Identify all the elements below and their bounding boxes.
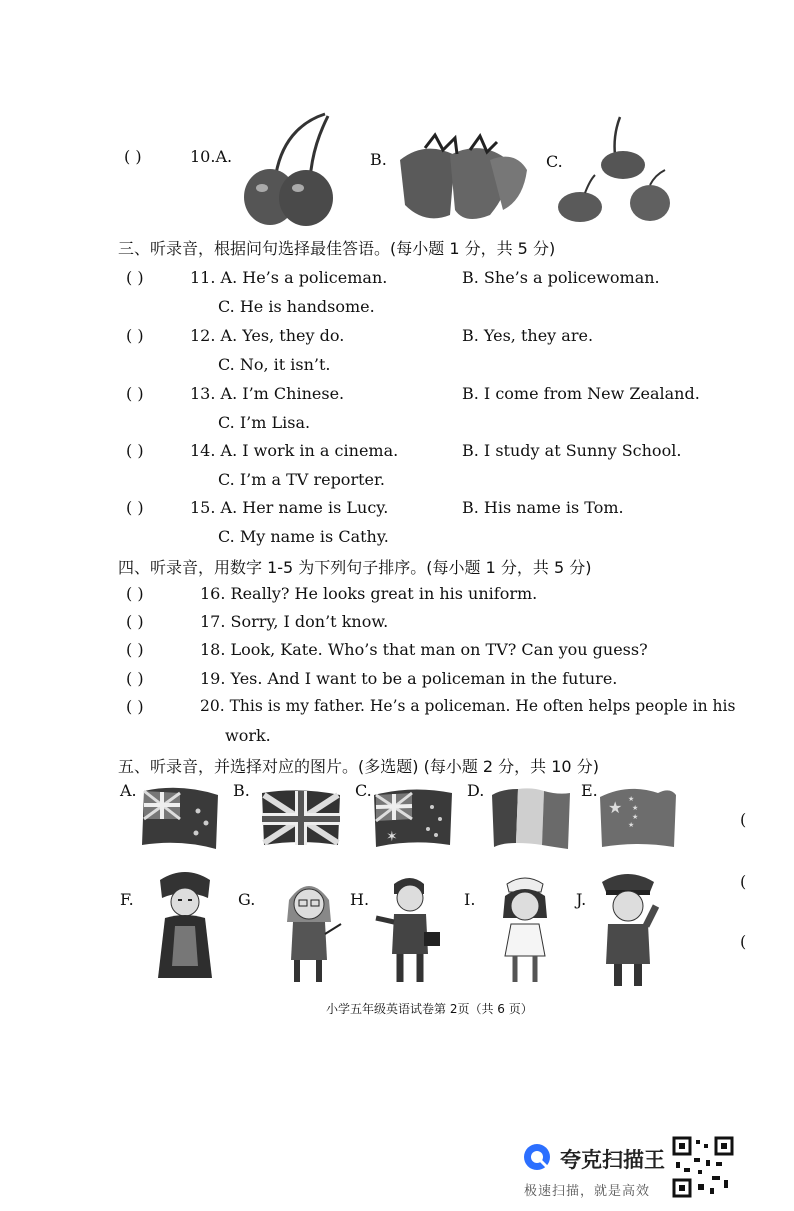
- option-b: B. I come from New Zealand.: [462, 384, 700, 403]
- sentence-continuation: work.: [225, 726, 271, 745]
- flag-label-a: A.: [120, 781, 137, 800]
- policeman-figure: [596, 866, 660, 990]
- svg-text:★: ★: [628, 795, 635, 803]
- quark-logo-icon: [522, 1142, 552, 1172]
- page-footer: 小学五年级英语试卷第 2页（共 6 页）: [326, 1002, 533, 1016]
- brand-name: 夸克扫描王: [560, 1148, 665, 1172]
- side-mark: (: [740, 810, 747, 829]
- nurse-figure: [495, 874, 555, 988]
- option-a: 15. A. Her name is Lucy.: [190, 498, 389, 517]
- person-label-h: H.: [350, 890, 370, 909]
- svg-text:★: ★: [632, 813, 639, 821]
- person-label-j: J.: [576, 890, 587, 909]
- strawberries-image: [395, 130, 530, 225]
- sentence: 17. Sorry, I don’t know.: [200, 612, 389, 631]
- option-b: B. His name is Tom.: [462, 498, 624, 517]
- side-mark: (: [740, 872, 747, 891]
- flag-label-d: D.: [467, 781, 485, 800]
- q10-option-c: C.: [546, 152, 563, 171]
- svg-text:✶: ✶: [386, 829, 398, 845]
- option-c: C. I’m Lisa.: [218, 413, 311, 432]
- section-5-heading: 五、听录音，并选择对应的图片。(多选题) (每小题 2 分，共 10 分): [118, 757, 599, 776]
- option-c: C. I’m a TV reporter.: [218, 470, 385, 489]
- australia-flag: [372, 785, 454, 849]
- sentence: 19. Yes. And I want to be a policeman in the future.: [200, 669, 618, 688]
- answer-paren: ( ): [126, 384, 144, 403]
- svg-text:★: ★: [608, 798, 623, 817]
- china-flag: [598, 783, 678, 851]
- answer-paren: ( ): [126, 612, 144, 631]
- brand-slogan: 极速扫描，就是高效: [524, 1184, 651, 1199]
- flag-label-b: B.: [233, 781, 250, 800]
- option-b: B. She’s a policewoman.: [462, 268, 660, 287]
- q10-number: 10.A.: [190, 147, 233, 166]
- option-a: 14. A. I work in a cinema.: [190, 441, 399, 460]
- new-zealand-flag: [140, 783, 220, 851]
- svg-text:★: ★: [632, 804, 639, 812]
- answer-paren-10: ( ): [124, 147, 142, 166]
- cherries-image: [240, 112, 360, 227]
- teacher-figure: [275, 872, 345, 990]
- option-b: B. Yes, they are.: [462, 326, 594, 345]
- section-4-heading: 四、听录音，用数字 1-5 为下列句子排序。(每小题 1 分，共 5 分): [118, 558, 592, 577]
- mangoes-image: [555, 115, 680, 230]
- section-3-heading: 三、听录音，根据问句选择最佳答语。(每小题 1 分，共 5 分): [118, 239, 556, 258]
- answer-paren: ( ): [126, 697, 144, 716]
- option-a: 11. A. He’s a policeman.: [190, 268, 388, 287]
- answer-paren: ( ): [126, 441, 144, 460]
- option-c: C. No, it isn’t.: [218, 355, 331, 374]
- option-b: B. I study at Sunny School.: [462, 441, 682, 460]
- answer-paren: ( ): [126, 584, 144, 603]
- reporter-figure: [372, 870, 442, 988]
- person-label-g: G.: [238, 890, 256, 909]
- answer-paren: ( ): [126, 326, 144, 345]
- answer-paren: ( ): [126, 669, 144, 688]
- sentence: 18. Look, Kate. Who’s that man on TV? Can you guess?: [200, 640, 648, 659]
- person-label-f: F.: [120, 890, 134, 909]
- peking-opera-figure: [150, 866, 220, 986]
- answer-paren: ( ): [126, 268, 144, 287]
- uk-flag: [260, 787, 342, 849]
- option-a: 13. A. I’m Chinese.: [190, 384, 345, 403]
- sentence: 20. This is my father. He’s a policeman. He often helps people in his: [200, 697, 736, 715]
- answer-paren: ( ): [126, 498, 144, 517]
- sentence: 16. Really? He looks great in his uniform.: [200, 584, 538, 603]
- qr-code-icon: [672, 1136, 734, 1198]
- person-label-i: I.: [464, 890, 476, 909]
- flag-label-c: C.: [355, 781, 372, 800]
- side-mark: (: [740, 932, 747, 951]
- option-c: C. My name is Cathy.: [218, 527, 389, 546]
- q10-option-b: B.: [370, 150, 387, 169]
- answer-paren: ( ): [126, 640, 144, 659]
- option-a: 12. A. Yes, they do.: [190, 326, 345, 345]
- flag-label-e: E.: [581, 781, 598, 800]
- option-c: C. He is handsome.: [218, 297, 375, 316]
- svg-text:★: ★: [628, 821, 635, 829]
- france-flag: [490, 783, 572, 851]
